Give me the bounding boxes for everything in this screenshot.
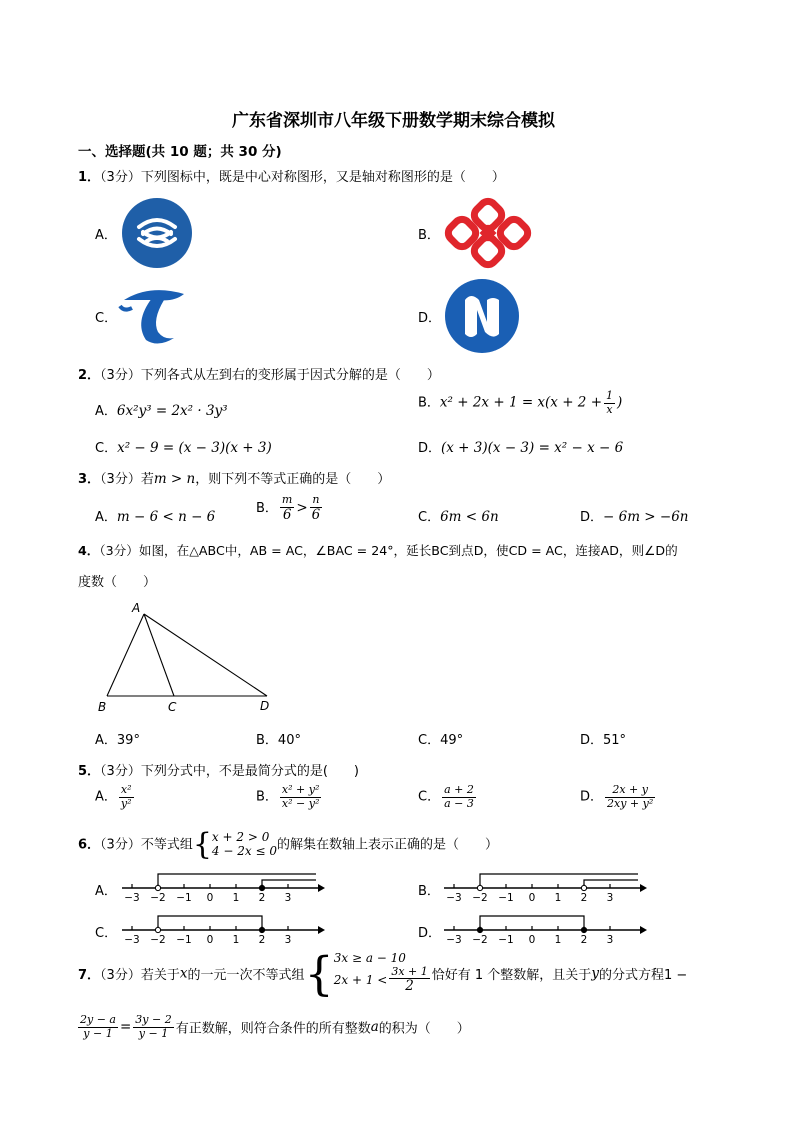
inequality-2: 4 − 2x ≤ 0 (211, 844, 277, 858)
question-math: m > n (153, 471, 196, 487)
option-d (418, 437, 623, 456)
question-text: （3分）如图，在△ABC中，AB = AC，∠BAC = 24°，延长BC到点D，使CD = AC，连接AD，则∠D的 (99, 543, 678, 558)
question-2 (78, 364, 440, 383)
tick-label: −3 (446, 892, 462, 904)
closed-dot (259, 927, 264, 932)
number-line-b (440, 864, 650, 904)
numerator: 3x + 1 (391, 964, 428, 978)
denominator: 2 (405, 978, 414, 995)
numerator: n (310, 494, 323, 508)
tick-label: 1 (232, 892, 240, 904)
option-label: A． (95, 884, 117, 899)
option-label: A． (95, 733, 117, 748)
denominator: y − 1 (138, 1026, 169, 1040)
option-label: D． (418, 441, 442, 456)
tick-label: 1 (554, 892, 562, 904)
numerator: 2x + y (605, 784, 655, 798)
vertex-label-d: D (260, 699, 270, 713)
option-b (256, 494, 324, 523)
option-label: B． (256, 789, 278, 805)
tick-label: 0 (206, 892, 214, 904)
tick-label: −2 (150, 892, 166, 904)
denominator: y² (120, 796, 132, 810)
inequality-1: 3x ≥ a − 10 (333, 951, 406, 965)
option-b (256, 784, 323, 810)
option-d (580, 784, 657, 810)
denominator: 2xy + y² (607, 796, 654, 810)
question-text: （3分）下列分式中，不是最简分式的是( ) (100, 764, 359, 779)
question-number: 2． (78, 368, 101, 383)
open-dot (155, 927, 160, 932)
option-label: B． (256, 501, 278, 517)
vertex-label-b: B (98, 700, 107, 714)
tick-label: −1 (498, 892, 514, 904)
option-label: D． (580, 510, 604, 525)
option-c (418, 729, 463, 748)
tick-label: 2 (258, 892, 266, 904)
option-math: m − 6 < n − 6 (116, 509, 216, 525)
closed-dot (477, 927, 482, 932)
question-text: （3分）下列各式从左到右的变形属于因式分解的是（ ） (100, 368, 440, 383)
number-line-d (440, 906, 650, 946)
question-text: （3分）不等式组 (100, 837, 193, 853)
option-label: C． (418, 510, 441, 525)
china-mobile-logo-icon (121, 197, 193, 269)
solution-bracket (480, 874, 638, 888)
option-label: D． (418, 311, 442, 326)
tick-label: 2 (258, 934, 266, 946)
operator: > (296, 500, 308, 517)
tick-label: 0 (206, 934, 214, 946)
tick-label: 2 (580, 934, 588, 946)
tick-label: −2 (472, 892, 488, 904)
tick-label: −1 (498, 934, 514, 946)
option-c (418, 506, 499, 525)
tick-label: 3 (284, 892, 292, 904)
question-number: 7． (78, 967, 101, 983)
fraction (389, 966, 429, 995)
question-1 (78, 166, 505, 185)
page-title: 广东省深圳市八年级下册数学期末综合模拟 (232, 111, 555, 131)
solution-bracket (584, 880, 638, 888)
triangle-figure (92, 598, 282, 718)
brace: { (192, 827, 212, 862)
option-label: B． (256, 733, 278, 748)
netcom-n-logo-icon (443, 278, 521, 354)
china-unicom-knot-icon (442, 197, 534, 269)
numerator: 1 (606, 389, 614, 402)
question-number: 5． (78, 764, 101, 779)
option-label: C． (418, 789, 441, 805)
question-4-line2: 度数（ ） (78, 575, 157, 590)
denominator: y − 1 (83, 1026, 113, 1040)
tick-label: 3 (606, 934, 614, 946)
vertex-label-c: C (168, 700, 177, 714)
option-label: C． (95, 926, 118, 941)
option-label: B． (418, 228, 440, 243)
option-a (95, 506, 215, 525)
tick-label: −2 (150, 934, 166, 946)
question-number: 6． (78, 837, 101, 853)
option-a (95, 400, 228, 419)
question-text: （3分）若 (100, 472, 154, 487)
tick-label: −2 (472, 934, 488, 946)
axis-arrow-icon (640, 884, 647, 892)
option-value: 39° (116, 733, 140, 748)
option-value: 49° (440, 733, 464, 748)
question-number: 1． (78, 170, 101, 185)
tick-label: −3 (124, 892, 140, 904)
axis-arrow-icon (640, 926, 647, 934)
fraction (442, 784, 476, 810)
question-number: 3． (78, 472, 101, 487)
question-5 (78, 760, 359, 779)
brace: { (304, 946, 334, 1001)
option-value: 51° (603, 733, 627, 748)
option-a (95, 784, 136, 810)
tick-label: −3 (124, 934, 140, 946)
numerator: m (281, 493, 293, 506)
option-label: D． (418, 926, 442, 941)
question-text: （3分）下列图标中，既是中心对称图形，又是轴对称图形的是（ ） (100, 170, 505, 185)
denominator: 6 (311, 506, 321, 523)
fraction (280, 494, 294, 523)
option-label: C． (95, 311, 118, 326)
question-6 (78, 827, 498, 862)
option-value: 40° (277, 733, 301, 748)
denominator: 6 (282, 506, 292, 523)
fraction (605, 784, 655, 810)
vertex-label-a: A (132, 601, 141, 615)
fraction (604, 390, 615, 416)
tick-label: −1 (176, 892, 192, 904)
open-dot (477, 885, 482, 890)
question-math: a (370, 1019, 379, 1036)
option-math: (x + 3)(x − 3) = x² − x − 6 (441, 440, 624, 456)
question-text: ，则下列不等式正确的是（ ） (195, 472, 391, 487)
question-text: 的解集在数轴上表示正确的是（ ） (276, 837, 498, 853)
inequality-system (212, 831, 277, 859)
axis-arrow-icon (318, 884, 325, 892)
numerator: 2y − a (80, 1013, 116, 1026)
open-dot (581, 885, 586, 890)
option-label: A． (95, 404, 117, 419)
option-label: A． (95, 228, 117, 243)
inequality-1: x + 2 > 0 (211, 830, 270, 845)
option-label: D． (580, 789, 604, 805)
denominator: a − 3 (444, 796, 474, 810)
question-text: 有正数解，则符合条件的所有整数 (175, 1021, 371, 1037)
tick-label: 2 (580, 892, 588, 904)
inequality-2-left: 2x + 1 < (333, 972, 388, 987)
option-math: 6m < 6n (440, 509, 499, 525)
option-label: D． (580, 733, 604, 748)
question-7 (78, 946, 688, 1001)
option-d (580, 729, 626, 748)
option-label: A． (95, 510, 117, 525)
denominator: x² − y² (281, 796, 320, 810)
fraction (280, 784, 321, 810)
option-math: ) (617, 394, 623, 411)
option-label: C． (95, 441, 118, 456)
tick-label: −3 (446, 934, 462, 946)
numerator: x² + y² (281, 783, 320, 796)
tick-label: 3 (284, 934, 292, 946)
question-math: y (591, 965, 599, 982)
question-text: 恰好有 1 个整数解，且关于 (431, 967, 592, 983)
option-b (418, 390, 622, 416)
numerator: a + 2 (444, 783, 474, 796)
numerator: x² (120, 783, 132, 796)
number-line-c (118, 906, 328, 946)
question-4 (78, 540, 678, 559)
option-math: 6x²y³ = 2x² · 3y³ (116, 403, 228, 419)
fraction (78, 1014, 118, 1040)
closed-dot (581, 927, 586, 932)
open-dot (155, 885, 160, 890)
solution-bracket (262, 880, 316, 888)
axis-arrow-icon (318, 926, 325, 934)
question-text: （3分）若关于 (100, 967, 180, 983)
question-text: 的一元一次不等式组 (187, 967, 305, 983)
fraction (133, 1014, 173, 1040)
option-c (418, 784, 478, 810)
tick-label: 0 (528, 934, 536, 946)
option-math: x² + 2x + 1 = x(x + 2 + (439, 394, 603, 411)
question-7-line2 (76, 1014, 470, 1040)
option-label: A． (95, 789, 117, 805)
question-number: 4． (78, 543, 100, 558)
option-math: x² − 9 = (x − 3)(x + 3) (117, 440, 272, 456)
operator: = (119, 1019, 132, 1036)
option-math: − 6m > −6n (603, 509, 689, 525)
question-text: 的积为（ ） (378, 1021, 470, 1037)
tick-label: 0 (528, 892, 536, 904)
option-a (95, 729, 140, 748)
question-text: 的分式方程1 − (598, 967, 688, 983)
fraction (119, 784, 134, 810)
closed-dot (259, 885, 264, 890)
denominator: x (606, 402, 613, 416)
china-telecom-logo-icon (118, 282, 188, 350)
section-heading: 一、选择题(共 10 题；共 30 分) (78, 144, 282, 160)
option-label: B． (418, 395, 440, 411)
numerator: 3y − 2 (135, 1013, 172, 1026)
tick-label: 1 (554, 934, 562, 946)
number-line-a (118, 864, 328, 904)
tick-label: 1 (232, 934, 240, 946)
solution-bracket (158, 874, 316, 888)
option-b (256, 729, 301, 748)
option-label: C． (418, 733, 441, 748)
tick-label: 3 (606, 892, 614, 904)
question-math: x (179, 965, 188, 982)
fraction (310, 494, 323, 523)
option-c (95, 437, 272, 456)
inequality-2 (334, 966, 432, 995)
option-label: B． (418, 884, 440, 899)
tick-label: −1 (176, 934, 192, 946)
question-3 (78, 468, 390, 487)
option-d (580, 506, 689, 525)
inequality-system (334, 952, 432, 995)
